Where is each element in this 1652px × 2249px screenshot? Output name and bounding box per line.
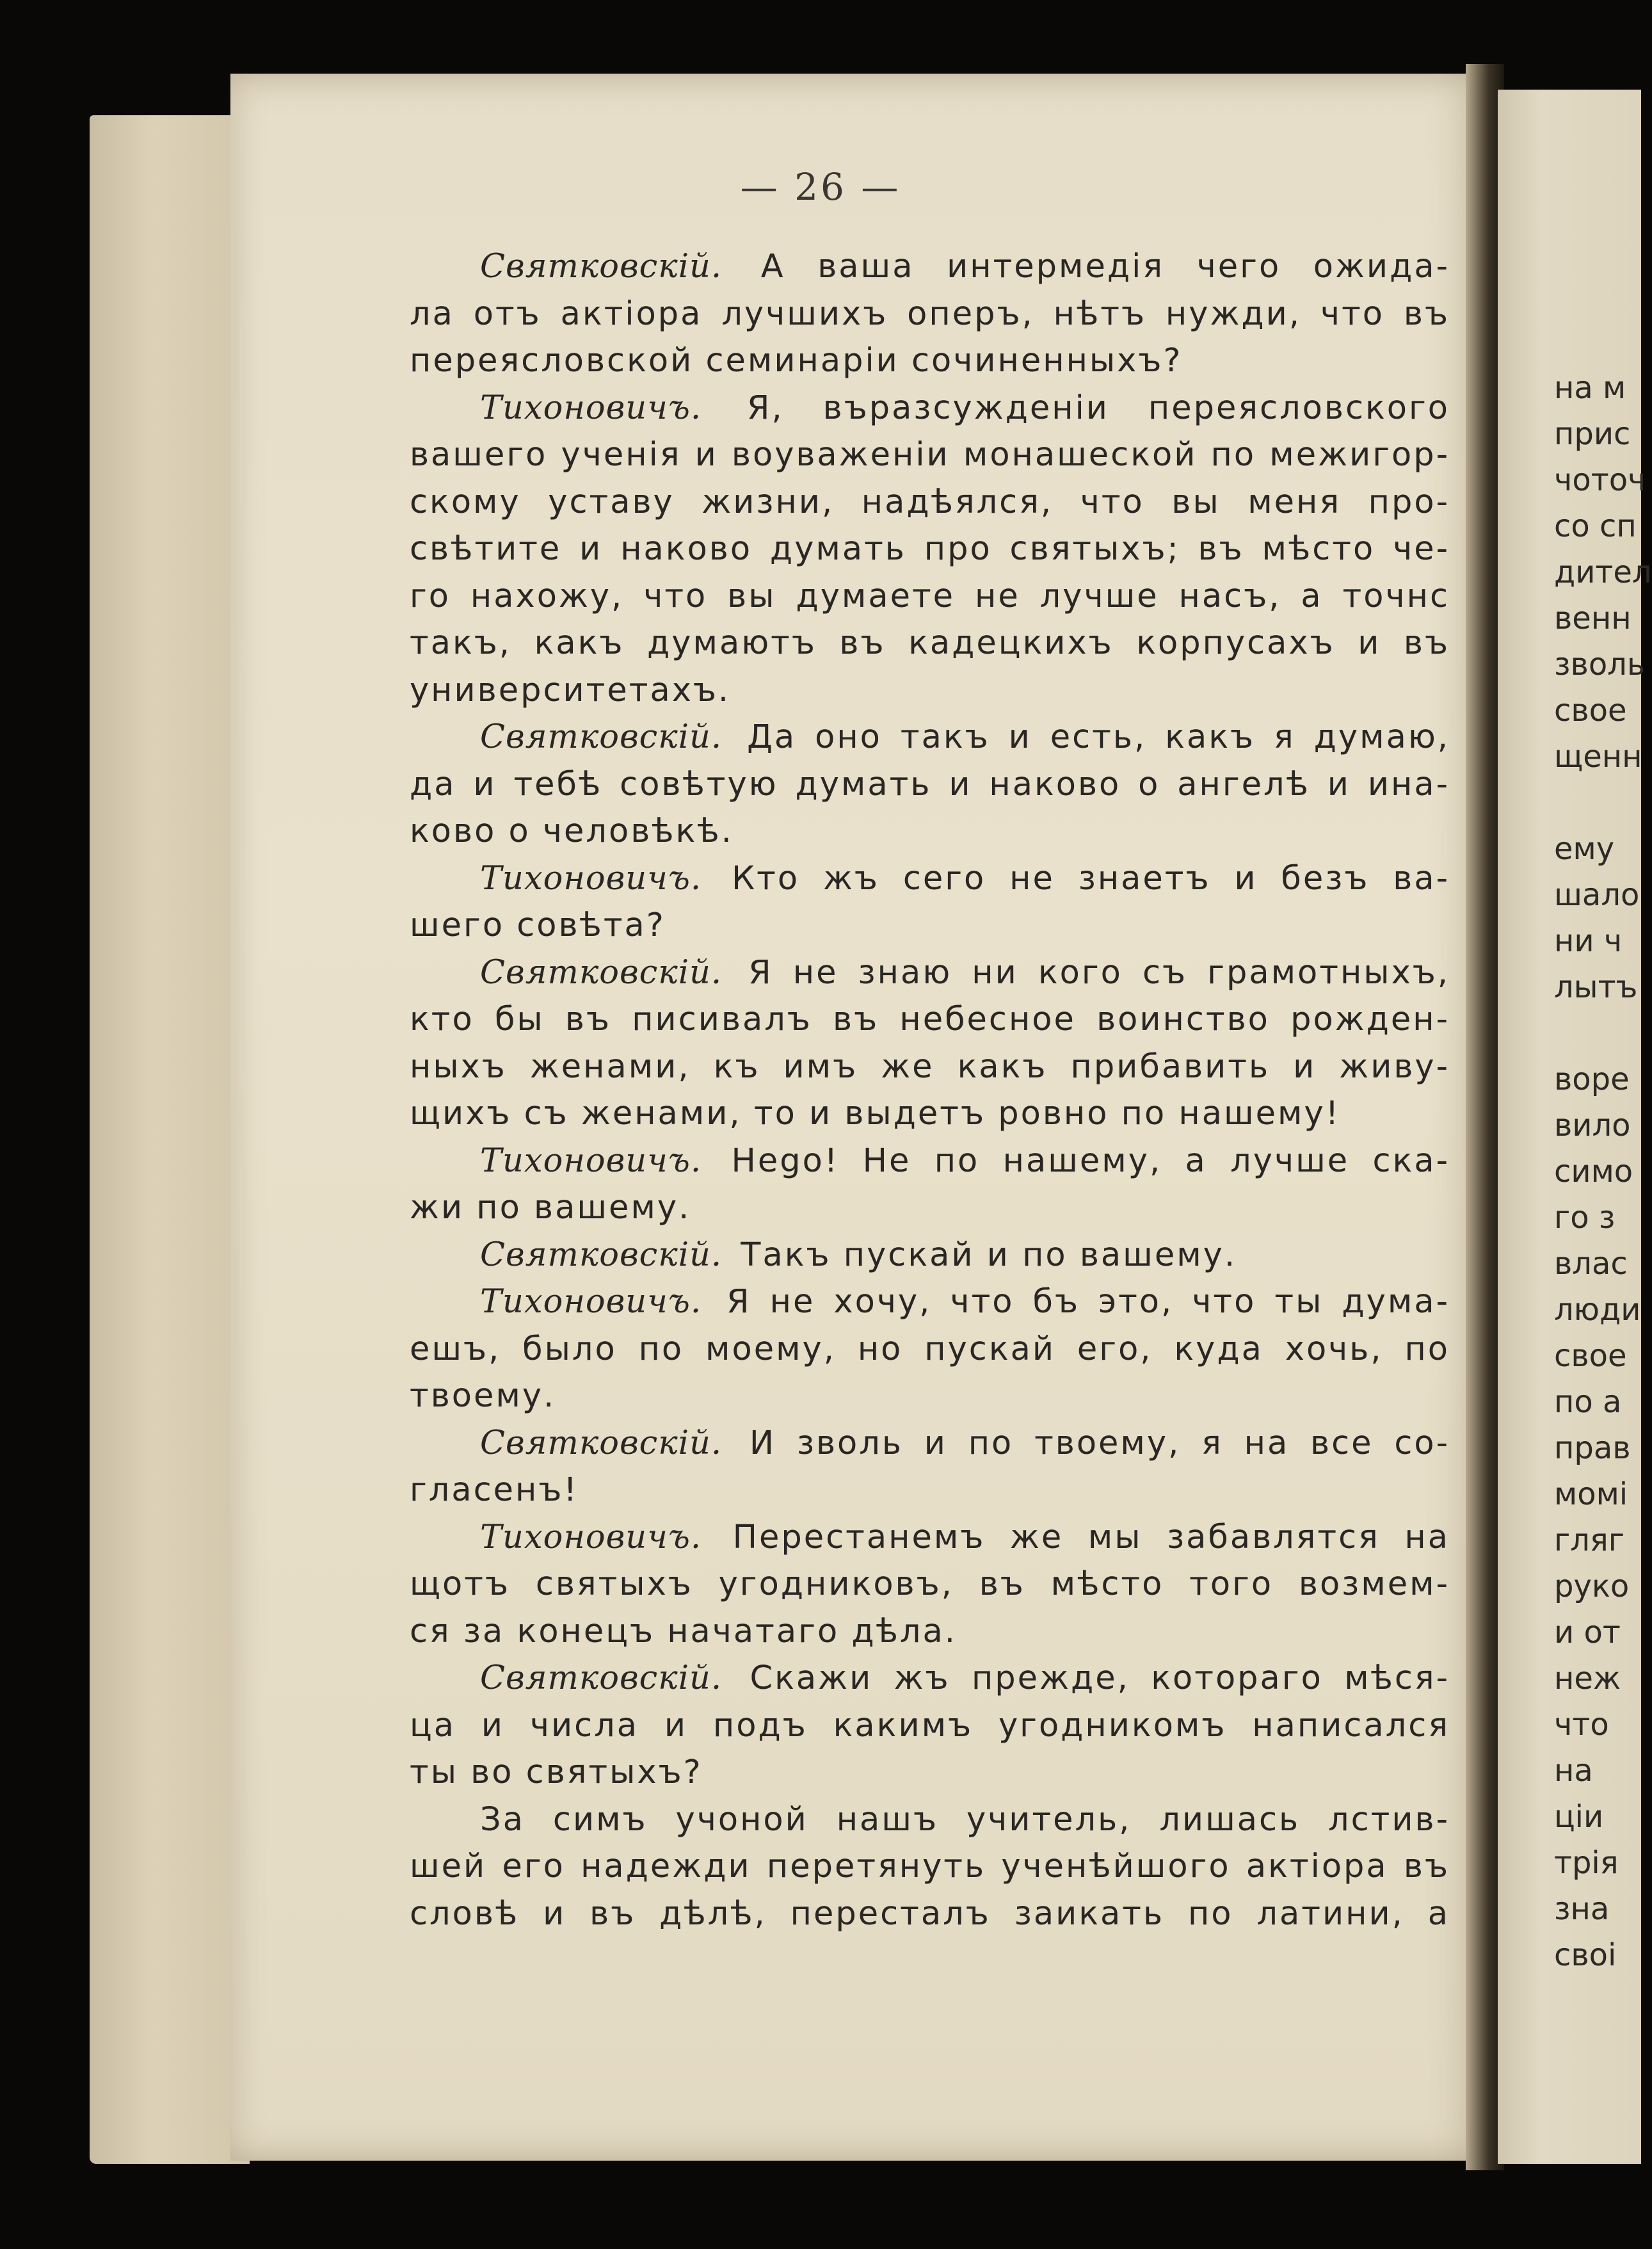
line-text: ся за конецъ начатаго дѣла. bbox=[410, 1612, 957, 1650]
page-text bbox=[410, 243, 1450, 1937]
text-line bbox=[410, 949, 1450, 997]
right-page-fragment: щенн bbox=[1554, 739, 1642, 775]
text-line bbox=[410, 1090, 1450, 1138]
line-text: Я не знаю ни кого съ грамотныхъ, bbox=[748, 953, 1450, 992]
right-page-fragment: свое bbox=[1554, 1338, 1627, 1374]
right-page-fragment: свое bbox=[1554, 693, 1627, 729]
right-page-fragment: симо bbox=[1554, 1154, 1633, 1189]
text-line bbox=[410, 573, 1450, 620]
text-line bbox=[410, 761, 1450, 809]
text-line bbox=[410, 667, 1450, 714]
line-text: Кто жъ сего не знаетъ и безъ ва- bbox=[731, 859, 1450, 898]
right-page-fragment: руко bbox=[1554, 1568, 1630, 1604]
right-page-fragment: по а bbox=[1554, 1384, 1622, 1420]
text-line bbox=[410, 479, 1450, 526]
text-line bbox=[410, 808, 1450, 855]
line-text: А ваша интермедія чего ожида- bbox=[760, 248, 1450, 286]
line-text: щотъ святыхъ угодниковъ, въ мѣсто того возмем- bbox=[410, 1565, 1450, 1603]
right-page-fragment: люди bbox=[1554, 1292, 1641, 1328]
speaker-name: Святковскій. bbox=[480, 1659, 723, 1697]
text-line bbox=[410, 385, 1450, 432]
text-line bbox=[410, 1467, 1450, 1514]
speaker-name: Святковскій. bbox=[480, 1424, 723, 1462]
line-text: жи по вашему. bbox=[410, 1189, 691, 1227]
right-page-fragment: ціи bbox=[1554, 1799, 1604, 1835]
right-page-fragment: гляг bbox=[1554, 1522, 1624, 1558]
line-text: ца и числа и подъ какимъ угодникомъ написался bbox=[410, 1706, 1450, 1745]
right-page bbox=[1498, 90, 1652, 2164]
line-text: И зволь и по твоему, я на все со- bbox=[749, 1424, 1450, 1462]
line-text: шей его надежди перетянуть ученѣйшого актіора въ bbox=[410, 1848, 1450, 1885]
text-line bbox=[410, 714, 1450, 761]
line-text: Такъ пускай и по вашему. bbox=[741, 1236, 1237, 1274]
line-text: За симъ учоной нашъ учитель, лишась лстив- bbox=[480, 1800, 1450, 1839]
line-text: Я не хочу, что бъ это, что ты дума- bbox=[726, 1283, 1450, 1321]
line-text: шего совѣта? bbox=[410, 907, 666, 944]
line-text: ныхъ женами, къ имъ же какъ прибавить и живу- bbox=[410, 1047, 1450, 1086]
line-text: го нахожу, что вы думаете не лучше насъ, а точнс bbox=[410, 577, 1450, 615]
text-line bbox=[410, 431, 1450, 479]
speaker-name: Святковскій. bbox=[480, 248, 723, 286]
text-line bbox=[410, 1655, 1450, 1702]
speaker-name: Тихоновичъ. bbox=[480, 389, 702, 427]
text-line bbox=[410, 1796, 1450, 1844]
line-text: вашего ученія и воуваженіи монашеской по межигор- bbox=[410, 436, 1450, 474]
line-text: Да оно такъ и есть, какъ я думаю, bbox=[747, 718, 1450, 756]
page-number: — 26 — bbox=[740, 165, 901, 209]
right-page-fragment: ни ч bbox=[1554, 923, 1623, 959]
line-text: ла отъ актіора лучшихъ оперъ, нѣтъ нужди, что въ bbox=[410, 294, 1450, 333]
right-page-fragment: го з bbox=[1554, 1200, 1616, 1236]
speaker-name: Тихоновичъ. bbox=[480, 1283, 702, 1321]
text-line bbox=[410, 1278, 1450, 1326]
line-text: ково о человѣкѣ. bbox=[410, 812, 734, 850]
text-line bbox=[410, 1184, 1450, 1232]
right-page-fragment: чоточ bbox=[1554, 462, 1646, 498]
line-text: скому уставу жизни, надѣялся, что вы меня про- bbox=[410, 483, 1450, 521]
right-page-fragment: трія bbox=[1554, 1845, 1619, 1881]
right-page-fragment: влас bbox=[1554, 1246, 1628, 1282]
line-text: ты во святыхъ? bbox=[410, 1753, 703, 1791]
text-line bbox=[410, 855, 1450, 903]
line-text: словѣ и въ дѣлѣ, пересталъ заикать по латини, а bbox=[410, 1894, 1450, 1933]
speaker-name: Святковскій. bbox=[480, 953, 723, 992]
right-page-fragment: шало bbox=[1554, 877, 1640, 913]
line-text: Я, въразсужденіи переясловского bbox=[747, 389, 1450, 427]
right-page-fragment: что bbox=[1554, 1707, 1609, 1743]
right-page-fragment: дител bbox=[1554, 554, 1652, 590]
book-page-edges bbox=[90, 115, 250, 2164]
right-page-fragment: на bbox=[1554, 1753, 1593, 1789]
right-page-fragment: момі bbox=[1554, 1476, 1628, 1512]
line-text: Перестанемъ же мы забавлятся на bbox=[732, 1518, 1450, 1556]
text-line bbox=[410, 1890, 1450, 1938]
right-page-fragment: венн bbox=[1554, 601, 1632, 636]
text-line bbox=[410, 902, 1450, 949]
speaker-name: Святковскій. bbox=[480, 1236, 723, 1274]
text-line bbox=[410, 1232, 1450, 1279]
right-page-fragment: своі bbox=[1554, 1937, 1617, 1973]
text-line bbox=[410, 1561, 1450, 1608]
right-page-fragment: воре bbox=[1554, 1061, 1630, 1097]
text-line bbox=[410, 1702, 1450, 1750]
line-text: твоему. bbox=[410, 1377, 556, 1415]
line-text: кто бы въ писивалъ въ небесное воинство рожден- bbox=[410, 1001, 1450, 1038]
text-line bbox=[410, 1326, 1450, 1373]
speaker-name: Тихоновичъ. bbox=[480, 1141, 702, 1180]
text-line bbox=[410, 1514, 1450, 1561]
text-line bbox=[410, 526, 1450, 573]
line-text: гласенъ! bbox=[410, 1471, 579, 1509]
right-page-fragment: ему bbox=[1554, 831, 1615, 867]
right-page-fragment bbox=[1554, 780, 1652, 826]
line-text: Неgo! Не по нашему, а лучше ска- bbox=[731, 1141, 1450, 1180]
line-text: такъ, какъ думаютъ въ кадецкихъ корпусахъ и въ bbox=[410, 624, 1450, 662]
text-line bbox=[410, 1420, 1450, 1467]
text-line bbox=[410, 291, 1450, 338]
text-line bbox=[410, 1373, 1450, 1420]
line-text: ешъ, было по моему, но пускай его, куда хочь, по bbox=[410, 1330, 1450, 1368]
right-page-fragment: вило bbox=[1554, 1108, 1631, 1143]
line-text: университетахъ. bbox=[410, 671, 731, 709]
line-text: свѣтите и наково думать про святыхъ; въ мѣсто че- bbox=[410, 530, 1450, 568]
line-text: щихъ съ женами, то и выдетъ ровно по нашему! bbox=[410, 1095, 1341, 1133]
text-line bbox=[410, 1138, 1450, 1185]
speaker-name: Тихоновичъ. bbox=[480, 1518, 702, 1556]
speaker-name: Святковскій. bbox=[480, 718, 723, 756]
text-line bbox=[410, 1608, 1450, 1656]
right-page-fragment: лытъ bbox=[1554, 969, 1638, 1005]
right-page-fragment: неж bbox=[1554, 1661, 1621, 1697]
text-line bbox=[410, 337, 1450, 385]
line-text: Скажи жъ прежде, котораго мѣся- bbox=[750, 1659, 1450, 1697]
text-line bbox=[410, 996, 1450, 1044]
right-page-fragment bbox=[1554, 1010, 1652, 1056]
right-page-fragment: прис bbox=[1554, 416, 1631, 452]
text-line bbox=[410, 1749, 1450, 1796]
text-line bbox=[410, 1843, 1450, 1890]
text-line bbox=[410, 1044, 1450, 1091]
line-text: да и тебѣ совѣтую думать и наково о ангелѣ и ина- bbox=[410, 765, 1450, 803]
text-line bbox=[410, 620, 1450, 667]
right-page-fragment: на м bbox=[1554, 370, 1626, 406]
right-page-fragment: зна bbox=[1554, 1891, 1610, 1927]
right-page-fragment: прав bbox=[1554, 1430, 1631, 1466]
right-page-fragment: и от bbox=[1554, 1615, 1621, 1650]
right-page-text bbox=[1554, 365, 1652, 1978]
right-page-fragment: зволь bbox=[1554, 647, 1646, 682]
right-page-fragment: со сп bbox=[1554, 508, 1637, 544]
speaker-name: Тихоновичъ. bbox=[480, 859, 702, 898]
line-text: переясловской семинаріи сочиненныхъ? bbox=[410, 342, 1183, 380]
text-line bbox=[410, 243, 1450, 291]
